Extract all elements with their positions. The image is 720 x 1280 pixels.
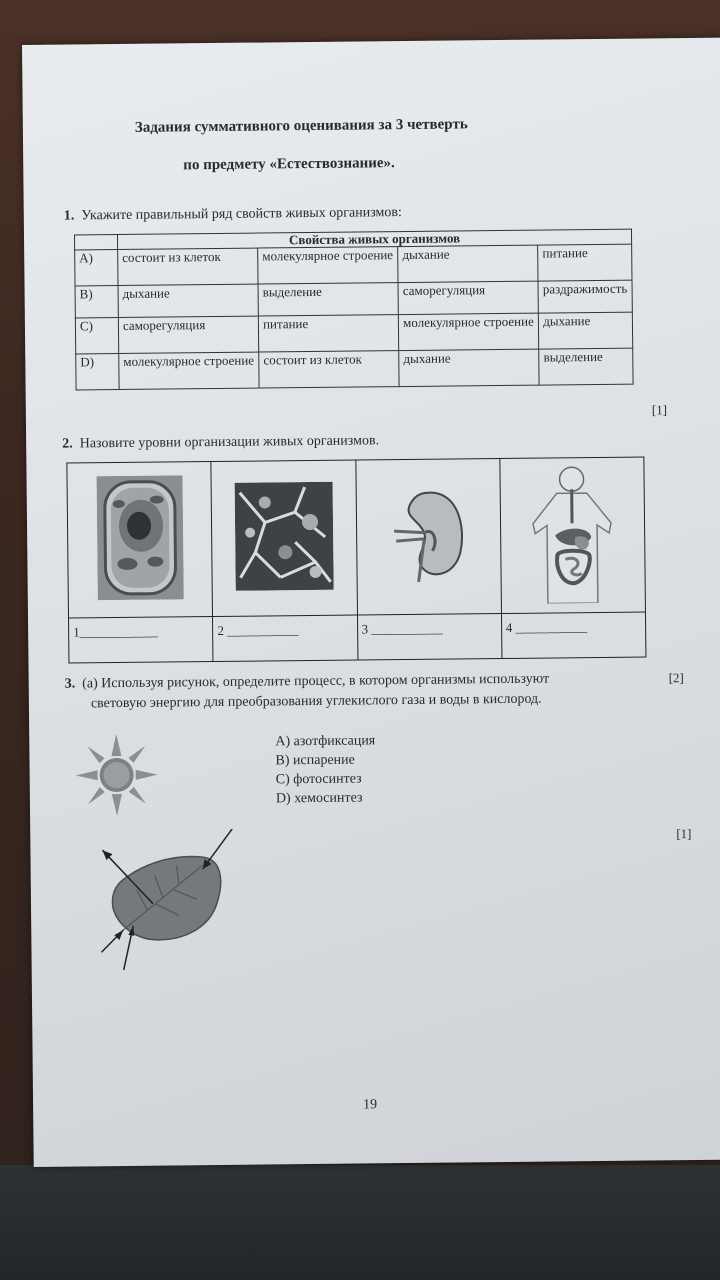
- table-cell: дыхание: [398, 245, 538, 282]
- table-cell: молекулярное строение: [399, 313, 539, 350]
- header-line-1: Задания суммативного оценивания за 3 четверть: [134, 116, 468, 136]
- header-line-2: по предмету «Естествознание».: [183, 155, 395, 174]
- table-cell: выделение: [258, 283, 398, 316]
- row-label: C): [75, 318, 118, 354]
- table-cell: дыхание: [399, 349, 539, 386]
- plant-cell-icon: [96, 475, 183, 600]
- question-1: [64, 205, 402, 225]
- question-1-number: 1.: [63, 208, 75, 224]
- table-cell: питание: [258, 315, 398, 352]
- row-label: A): [75, 250, 118, 286]
- table-row-d: [76, 348, 633, 390]
- organization-levels-table: [66, 457, 646, 664]
- sun-icon: [75, 734, 158, 817]
- table-cell: молекулярное строение: [119, 352, 259, 389]
- option-a[interactable]: A) азотфиксация: [275, 733, 376, 750]
- kidney-icon: [388, 486, 469, 583]
- answer-options: [275, 731, 376, 808]
- question-1-mark: [1]: [651, 402, 668, 418]
- digestive-system-icon: [527, 463, 618, 604]
- table-title: Свойства живых организмов: [117, 229, 631, 249]
- question-3-mark-bottom: [1]: [676, 826, 692, 842]
- question-2-text: Назовите уровни организации живых организмов.: [79, 433, 380, 452]
- cell-image-cell: [67, 462, 213, 619]
- table-cell: дыхание: [539, 312, 633, 349]
- organ-image-cell: [355, 459, 501, 616]
- tissue-icon: [234, 482, 333, 591]
- question-2-number: 2.: [62, 436, 73, 452]
- table-cell: саморегуляция: [398, 281, 538, 314]
- table-cell: состоит из клеток: [118, 248, 258, 285]
- organ-system-image-cell: [500, 457, 646, 614]
- question-3: [65, 672, 550, 693]
- option-c[interactable]: C) фотосинтез: [275, 771, 362, 788]
- level-answer-4[interactable]: 4 ___________: [501, 612, 646, 659]
- leaf-with-arrows-icon: [92, 829, 244, 981]
- table-row-a: [75, 244, 632, 286]
- question-2: [62, 433, 379, 452]
- table-cell: молекулярное строение: [258, 247, 398, 284]
- question-3-line-1: (а) Используя рисунок, определите процесс, в котором организмы используют: [82, 671, 550, 692]
- question-3-number: 3.: [64, 676, 76, 692]
- table-cell: выделение: [539, 348, 633, 385]
- level-answer-1[interactable]: 1____________: [69, 617, 214, 664]
- table-cell: состоит из клеток: [259, 351, 399, 388]
- table-cell: дыхание: [118, 284, 258, 317]
- tissue-image-cell: [211, 460, 357, 617]
- question-1-text: Укажите правильный ряд свойств живых организмов:: [81, 205, 402, 224]
- option-b[interactable]: B) испарение: [275, 752, 355, 769]
- worksheet-page: [22, 38, 720, 1167]
- desk-edge: [0, 1165, 720, 1280]
- row-label: D): [76, 354, 119, 390]
- table-cell: раздражимость: [538, 280, 632, 313]
- table-row-c: [75, 312, 632, 354]
- question-3-line-2: световую энергию для преобразования углекислого газа и воды в кислород.: [90, 691, 542, 712]
- table-cell: саморегуляция: [118, 316, 258, 353]
- table-cell: питание: [538, 244, 632, 281]
- level-answer-2[interactable]: 2 ___________: [213, 615, 358, 662]
- level-answer-3[interactable]: 3 ___________: [357, 614, 502, 661]
- option-d[interactable]: D) хемосинтез: [275, 790, 363, 807]
- question-3-mark-top: [2]: [668, 670, 684, 686]
- row-label: B): [75, 286, 118, 318]
- page-number: 19: [363, 1097, 378, 1113]
- properties-table: [74, 229, 634, 391]
- table-header-empty: [74, 235, 117, 250]
